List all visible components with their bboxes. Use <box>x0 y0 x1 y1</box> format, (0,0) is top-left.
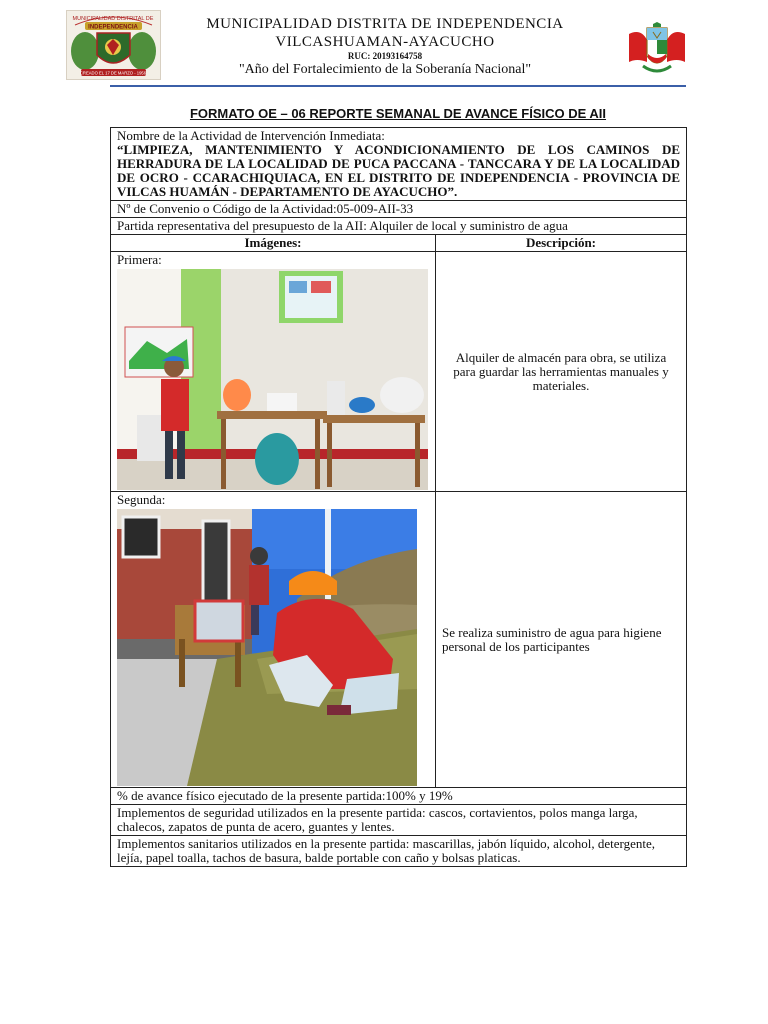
letterhead <box>0 0 768 90</box>
partida-text: Partida representativa del presupuesto de la AII: Alquiler de local y suministro de agua <box>111 218 687 235</box>
images-column-header: Imágenes: <box>111 235 436 252</box>
second-photo-description: Se realiza suministro de agua para higiene personal de los participantes <box>442 624 662 654</box>
sanitary-equipment-text: Implementos sanitarios utilizados en la presente partida: mascarillas, jabón líquido, alcohol, detergente, lejía, papel toalla, tachos de basura, balde portable con caño y bolsas platicas. <box>111 836 687 867</box>
water-supply-photo <box>117 509 417 786</box>
partida-row <box>111 218 687 235</box>
warehouse-photo <box>117 269 428 490</box>
report-table <box>110 127 687 867</box>
photo-row-second <box>111 492 687 788</box>
safety-row <box>111 805 687 836</box>
logo-banner-text: INDEPENDENCIA <box>88 24 138 31</box>
municipality-name: MUNICIPALIDAD DISTRITA DE INDEPENDENCIA <box>206 16 564 32</box>
safety-equipment-text: Implementos de seguridad utilizados en la presente partida: cascos, cortavientos, polos manga larga, chalecos, zapatos de punta de acero, guantes y lentes. <box>111 805 687 836</box>
photo-row-first <box>111 252 687 492</box>
first-photo-label: Primera: <box>117 252 162 267</box>
municipality-location: VILCASHUAMAN-AYACUCHO <box>275 34 495 50</box>
progress-text: % de avance físico ejecutado de la presente partida:100% y 19% <box>111 788 687 805</box>
sanitary-row <box>111 836 687 867</box>
logo-bottom-text: CREADO EL 17 DE MARZO - 1956 <box>79 70 147 76</box>
peru-coat-of-arms-icon <box>627 22 687 80</box>
year-motto: "Año del Fortalecimiento de la Soberanía Nacional" <box>238 62 532 77</box>
first-photo-description: Alquiler de almacén para obra, se utiliza para guardar las herramientas manuales y materiales. <box>453 349 669 393</box>
ruc-number: RUC: 20193164758 <box>347 51 423 61</box>
second-photo-label: Segunda: <box>117 492 166 507</box>
convenio-text: Nº de Convenio o Código de la Actividad:05-009-AII-33 <box>111 201 687 218</box>
convenio-row <box>111 201 687 218</box>
activity-name: “LIMPIEZA, MANTENIMIENTO Y ACONDICIONAMIENTO DE LOS CAMINOS DE HERRADURA DE LA LOCALIDAD DE PUCA PACCANA - TANCCARA Y DE LA LOCALIDAD DE OCRO - CCARACHIQUIACA, EN EL DISTRITO DE INDEPENDENCIA - PROVINCIA DE VILCAS HUAMÁN - DEPARTAMENTO DE AYACUCHO”. <box>117 142 680 199</box>
progress-row <box>111 788 687 805</box>
document-title: FORMATO OE – 06 REPORTE SEMANAL DE AVANCE FÍSICO DE AII <box>189 106 607 121</box>
description-column-header: Descripción: <box>436 235 687 252</box>
activity-row <box>111 128 687 201</box>
municipality-logo <box>66 10 161 80</box>
header-divider <box>110 85 686 87</box>
logo-top-text: MUNICIPALIDAD DISTRITAL DE <box>72 16 154 22</box>
activity-label: Nombre de la Actividad de Intervención Inmediata: <box>117 128 385 143</box>
column-header-row <box>111 235 687 252</box>
